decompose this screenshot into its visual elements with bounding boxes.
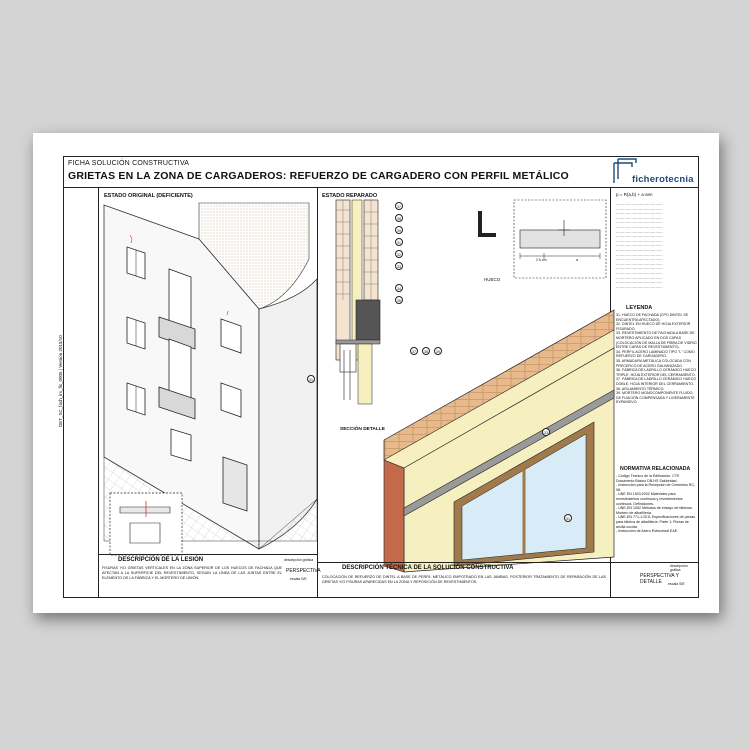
normativa-item: - UNE-EN 1052 Métodos de ensayo de fábricas. Mortero de albañilería. — [616, 506, 693, 515]
legend-item: 35. ARMADURA METÁLICA COLOCADA CON PRECERCO DE ACERO GALVANIZADO. — [616, 358, 691, 368]
header-divider — [64, 187, 698, 188]
sheet-title: GRIETAS EN LA ZONA DE CARGADEROS: REFUERZO DE CARGADERO CON PERFIL METÁLICO — [68, 170, 569, 182]
normativa-item: - UNE EN 1503:2002 Materiales para revestimientos continuos y revestimientos continuos. Definiciones. — [616, 492, 683, 506]
legend-formula: p = R(a,b) + a·sen — [616, 192, 653, 197]
legend-note-line: ······································· — [616, 285, 663, 290]
left-footer-divider — [98, 554, 317, 555]
right-scale: escala S/E — [668, 582, 685, 586]
right-footer-divider — [317, 562, 610, 563]
legend-notes — [616, 203, 696, 290]
section-ref-32: 32 — [395, 250, 403, 258]
normativa-item: - Código Técnico de la Edificación. CTE Documento Básico DB-HS Salubridad. — [616, 474, 680, 483]
legend-note-line: ······································· — [616, 225, 663, 230]
legend-note-line: ······································· — [616, 244, 663, 249]
document-code: DET_SC_fach_lrs_fis_0005 | Versión 2015/10 — [58, 335, 63, 427]
legend-title: LEYENDA — [626, 305, 653, 311]
legend-item: 39. MORTERO MONOCOMPONENTE FLUIDO, DE FIJACIÓN COMPENSADA Y LIGERAMENTE EXPANSIVO. — [616, 391, 695, 405]
legend-note-line: ······································· — [616, 207, 663, 212]
left-scale: escala S/E — [290, 577, 307, 581]
normativa-list — [616, 474, 698, 534]
ref-marker-facade: 31 — [307, 375, 315, 383]
persp-ref-37: 37 — [410, 347, 418, 355]
legend-item: 33. REVESTIMIENTO DE FACHADA A BASE DE MORTERO APLICADO EN DOS CAPAS (COLOCACIÓN DE MALLA DE FIBRA DE VIDRIO ENTRE CAPAS DE REVESTIMIENTO). — [616, 331, 697, 350]
legend-note-line: ······································· — [616, 230, 663, 235]
left-view-label: PERSPECTIVA — [286, 568, 321, 574]
legend-item: 31. HUECO DE FACHADA (CPO DINTEL SE ENCUENTRA AFECTADO). — [616, 313, 689, 322]
section-ref-31: 31 — [395, 238, 403, 246]
wall-perspective — [364, 302, 610, 567]
legend-note-line: ······································· — [616, 267, 663, 272]
legend-note-line: ······································· — [616, 235, 663, 240]
left-desc-grafica: descripción gráfica — [284, 558, 314, 562]
legend-list — [616, 313, 698, 405]
legend-footer-divider — [610, 562, 698, 563]
legend-note-line: ······································· — [616, 248, 663, 253]
legend-note-line: ······································· — [616, 221, 663, 226]
repaired-state-label: ESTADO REPARADO — [322, 193, 378, 199]
drawing-frame — [58, 156, 699, 598]
legend-item: 34. PERFIL ACERO LAMINADO TIPO "L" COMO REFUERZO DE CARGADERO. — [616, 349, 695, 359]
right-view-label: PERSPECTIVA Y DETALLE — [640, 573, 679, 585]
section-detail-label: SECCIÓN DETALLE — [340, 427, 385, 432]
legend-item: 37. FÁBRICA DE LADRILLO CERÁMICO HUECO DOBLE. HOJA INTERIOR DEL CERRAMIENTO. — [616, 377, 697, 386]
technical-description: COLOCACIÓN DE REFUERZO DE DINTEL A BASE DE PERFIL METÁLICO EMPOTRADO EN LAS JAMBAS. POSTERIOR TRATAMIENTO DE REPARACIÓN DE LAS GRIETAS Y/O FISURAS APARECIDAS EN LA ZONA Y REPOSICIÓN DE REVESTIMIENTOS. — [322, 575, 606, 584]
normativa-title: NORMATIVA RELACIONADA — [620, 466, 691, 472]
l-profile-icon — [474, 209, 498, 241]
normativa-item: - Instrucción para la Recepción de Cementos RC-08. — [616, 483, 696, 492]
legend-note-line: ······································· — [616, 276, 663, 281]
section-ref-38: 38 — [395, 214, 403, 222]
legend-item: 36. FÁBRICA DE LADRILLO CERÁMICO HUECO TRIPLE. HOJA EXTERIOR DEL CERRAMIENTO. — [616, 368, 697, 377]
legend-note-line: ······································· — [616, 212, 663, 217]
legend-note-line: ······································· — [616, 216, 663, 221]
persp-ref-38: 38 — [422, 347, 430, 355]
hueco-detail — [514, 200, 606, 278]
section-ref-39: 39 — [395, 226, 403, 234]
dim-a: a — [576, 258, 578, 262]
lesion-detail-icon — [110, 493, 182, 555]
logo-text: ficherotecnia — [632, 174, 694, 185]
section-ref-35: 35 — [395, 296, 403, 304]
hueco-label: HUECO — [484, 277, 501, 282]
dim-2-5cm: 2.5 cm — [536, 258, 547, 262]
legend-note-line: ······································· — [616, 258, 663, 263]
right-desc-grafica: descripción gráfica — [670, 564, 688, 572]
building-perspective — [99, 199, 317, 541]
legend-note-line: ······································· — [616, 239, 663, 244]
original-state-label: ESTADO ORIGINAL (DEFICIENTE) — [104, 193, 193, 199]
legend-note-line: ······································· — [616, 262, 663, 267]
legend-note-line: ······································· — [616, 281, 663, 286]
section-ref-37: 37 — [395, 202, 403, 210]
legend-note-line: ······································· — [616, 203, 663, 207]
legend-item: 32. DINTEL EN HUECO DE HOJA EXTERIOR FISURADO. — [616, 322, 691, 331]
document-sheet — [33, 133, 719, 613]
normativa-item: - UNE-EN 771-1:2011 Especificaciones de piezas para fábrica de albañilería. Parte 1: Piezas de arcilla cocida. — [616, 515, 696, 529]
sheet-subtitle: FICHA SOLUCIÓN CONSTRUCTIVA — [68, 160, 190, 167]
section-ref-33: 33 — [395, 262, 403, 270]
persp-ref-39: 39 — [434, 347, 442, 355]
section-ref-34: 34 — [395, 284, 403, 292]
technical-title: DESCRIPCIÓN TÉCNICA DE LA SOLUCIÓN CONSTRUCTIVA — [342, 565, 514, 571]
legend-item: 38. AISLAMIENTO TÉRMICO. — [616, 386, 665, 391]
persp-ref-33: 33 — [542, 428, 550, 436]
normativa-item: - Instrucción de Acero Estructural EAE. — [616, 529, 679, 534]
legend-note-line: ······································· — [616, 271, 663, 276]
lesion-description: FISURAS Y/O GRIETAS VERTICALES EN LA ZONA SUPERIOR DE LOS HUECOS DE FACHADA QUE AFECTAN A LA SUPERFICIE DEL REVESTIMIENTO, SEGUIN LA LÍNEA DE LAS JUNTAS ENTRE EL ELEMENTO DE LA FÁBRICA Y EL MORTERO DE UNIÓN. — [102, 566, 282, 580]
persp-ref-31: 31 — [564, 514, 572, 522]
lesion-title: DESCRIPCIÓN DE LA LESIÓN — [118, 557, 204, 563]
legend-note-line: ······································· — [616, 253, 663, 258]
